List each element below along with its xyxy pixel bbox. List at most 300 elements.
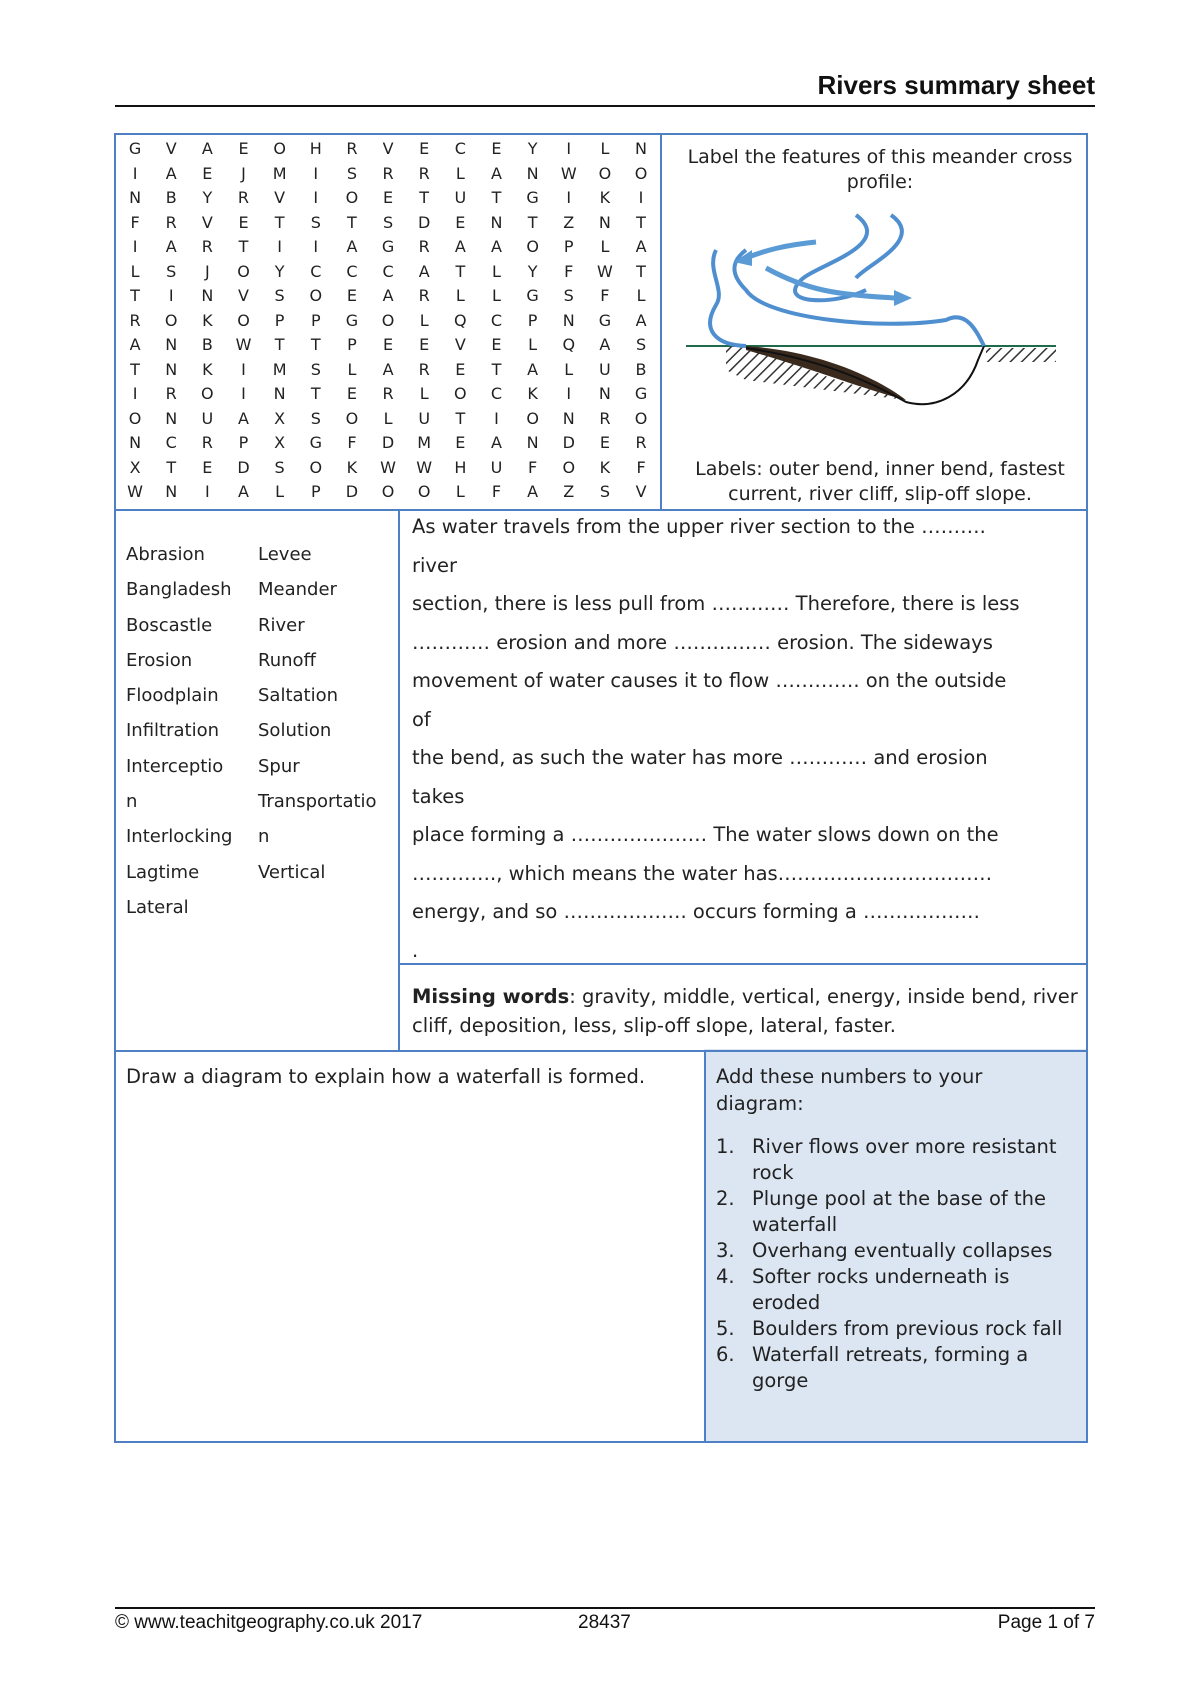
word-search-letter: E bbox=[455, 212, 466, 232]
word-search-letter: N bbox=[490, 212, 503, 232]
word-search-letter: O bbox=[237, 310, 250, 330]
cloze-line: As water travels from the upper river section to the ………. bbox=[412, 515, 986, 538]
word-search-letter: Q bbox=[562, 335, 576, 354]
word-search-letter: B bbox=[201, 335, 213, 354]
word-search-letter: O bbox=[237, 261, 250, 281]
word-search-letter: X bbox=[274, 433, 286, 452]
word-search-letter: C bbox=[165, 433, 177, 452]
word-search-letter: P bbox=[274, 310, 285, 330]
word-search-letter: X bbox=[129, 457, 141, 477]
word-search-letter: O bbox=[598, 163, 612, 183]
word-search-letter: P bbox=[563, 237, 574, 256]
word-search-letter: L bbox=[492, 261, 501, 281]
footer-divider bbox=[115, 1607, 1095, 1609]
word-search-letter: I bbox=[132, 384, 138, 403]
word-search-letter: D bbox=[345, 482, 359, 501]
word-search-letter: T bbox=[166, 457, 177, 477]
step-text: Waterfall retreats, forming a gorge bbox=[752, 1343, 1029, 1392]
word-search-letter: N bbox=[129, 188, 142, 207]
word-search-letter: I bbox=[313, 163, 319, 183]
word-search-letter: S bbox=[346, 163, 357, 183]
word-search-letter: O bbox=[526, 237, 539, 256]
word-search-letter: A bbox=[382, 286, 394, 305]
word-search-letter: A bbox=[491, 237, 502, 256]
word-search-letter: O bbox=[381, 482, 395, 501]
word-search-letter: O bbox=[128, 408, 142, 428]
word-search-letter: L bbox=[636, 286, 646, 305]
word-search-letter: N bbox=[635, 139, 648, 158]
word-search-letter: U bbox=[418, 408, 431, 428]
word-search-letter: T bbox=[455, 408, 466, 428]
word-list-item: Levee bbox=[258, 544, 312, 565]
word-search-letter: I bbox=[132, 237, 138, 256]
word-search-letter: O bbox=[309, 286, 323, 305]
inner-bend-arrow bbox=[746, 242, 816, 258]
missing-words-label: Missing words bbox=[412, 985, 570, 1008]
word-search-letter: G bbox=[309, 433, 322, 452]
word-search-letter: W bbox=[235, 335, 252, 354]
word-search-letter: H bbox=[309, 139, 322, 158]
word-search-letter: L bbox=[275, 482, 285, 501]
word-search-letter: U bbox=[599, 359, 611, 379]
word-search-letter: T bbox=[419, 188, 430, 207]
word-search-letter: S bbox=[274, 457, 285, 477]
word-search-letter: E bbox=[238, 139, 249, 158]
word-search-row bbox=[117, 309, 659, 334]
cloze-line: ………… erosion and more …………… erosion. The sideways bbox=[412, 630, 993, 654]
cloze-paragraph bbox=[412, 512, 1087, 974]
word-search-letter: I bbox=[494, 408, 499, 428]
word-list-item: n bbox=[126, 791, 138, 813]
word-search-letter: F bbox=[130, 212, 140, 232]
word-search-row bbox=[117, 284, 659, 309]
word-search-letter: W bbox=[127, 482, 143, 501]
word-search-letter: I bbox=[566, 188, 572, 207]
word-search-letter: L bbox=[492, 286, 501, 305]
word-search-letter: A bbox=[201, 139, 213, 158]
fastest-current-arrowhead bbox=[894, 290, 912, 306]
word-search-letter: E bbox=[599, 433, 610, 452]
word-search-letter: F bbox=[636, 457, 646, 477]
word-search-letter: R bbox=[382, 384, 394, 403]
waterfall-draw-box bbox=[114, 1050, 706, 1443]
word-search-letter: W bbox=[416, 457, 433, 477]
word-search-letter: E bbox=[383, 188, 394, 207]
word-search-letter: L bbox=[600, 139, 610, 158]
word-search-letter: C bbox=[382, 261, 394, 281]
word-search-letter: M bbox=[272, 359, 287, 379]
word-search-letter: N bbox=[165, 408, 178, 428]
word-search-letter: V bbox=[238, 286, 249, 305]
river-meander-lower-2 bbox=[734, 250, 984, 346]
word-search-letter: J bbox=[241, 163, 246, 183]
word-search-letter: T bbox=[310, 335, 321, 354]
cloze-line: movement of water causes it to flow …………. on the outside bbox=[412, 669, 1007, 692]
word-search-row bbox=[117, 480, 659, 505]
word-list-item: Solution bbox=[258, 720, 332, 742]
word-search-letter: R bbox=[237, 188, 250, 207]
word-search-letter: S bbox=[310, 212, 321, 232]
waterfall-step bbox=[716, 1134, 1076, 1186]
word-search-letter: F bbox=[491, 482, 502, 501]
waterfall-steps-list bbox=[716, 1134, 1076, 1394]
word-search-letter: P bbox=[310, 310, 321, 330]
word-search-letter: W bbox=[560, 163, 577, 183]
word-search-letter: T bbox=[636, 212, 646, 232]
river-meander-lower bbox=[710, 250, 746, 346]
word-search-letter: C bbox=[490, 384, 503, 403]
word-search-letter: C bbox=[346, 261, 358, 281]
word-search-letter: D bbox=[418, 212, 431, 232]
word-search-letter: A bbox=[346, 237, 358, 256]
word-search-letter: E bbox=[455, 359, 466, 379]
right-bank-hatching bbox=[986, 348, 1056, 362]
word-search-letter: V bbox=[201, 212, 213, 232]
cloze-line: the bend, as such the water has more ………… and erosion bbox=[412, 746, 988, 769]
word-search-letter: P bbox=[238, 433, 249, 452]
word-search-letter: L bbox=[455, 286, 465, 305]
word-search-letter: F bbox=[600, 286, 610, 305]
word-search-letter: K bbox=[202, 310, 213, 330]
word-search-letter: A bbox=[599, 335, 611, 354]
cloze-line: . bbox=[412, 938, 419, 962]
word-search-letter: V bbox=[274, 188, 286, 207]
cloze-line: river bbox=[412, 553, 457, 577]
word-search-letter: O bbox=[526, 408, 539, 428]
word-list-item: Spur bbox=[258, 755, 300, 777]
word-search-letter: S bbox=[382, 212, 394, 232]
word-search-letter: E bbox=[346, 286, 357, 305]
word-search-letter: B bbox=[635, 359, 647, 379]
word-list-column-1 bbox=[126, 537, 258, 925]
word-search-letter: I bbox=[313, 237, 319, 256]
word-search-letter: A bbox=[527, 359, 539, 379]
word-search-letter: T bbox=[274, 212, 285, 232]
word-search-letter: L bbox=[528, 335, 538, 354]
word-search-letter: H bbox=[454, 457, 467, 477]
word-search-letter: F bbox=[528, 457, 538, 477]
word-search-row bbox=[117, 407, 659, 432]
word-search-letter: E bbox=[202, 163, 213, 183]
word-search-row bbox=[117, 137, 659, 162]
waterfall-prompt: Draw a diagram to explain how a waterfall is formed. bbox=[126, 1065, 646, 1088]
word-search-letter: N bbox=[165, 335, 178, 354]
word-search-letter: R bbox=[165, 212, 177, 232]
word-search-letter: O bbox=[345, 188, 359, 207]
word-search-letter: O bbox=[164, 310, 178, 330]
word-search-letter: R bbox=[382, 163, 394, 183]
header-divider bbox=[115, 105, 1095, 107]
word-search-letter: G bbox=[381, 237, 395, 256]
word-search-letter: U bbox=[201, 408, 214, 428]
word-search-letter: N bbox=[129, 433, 142, 452]
word-search-letter: A bbox=[165, 237, 177, 256]
waterfall-step bbox=[716, 1316, 1076, 1342]
word-search-letter: I bbox=[313, 188, 319, 207]
word-search-row bbox=[117, 211, 659, 236]
word-search-letter: R bbox=[635, 433, 647, 452]
word-search-letter: O bbox=[273, 139, 286, 158]
word-search-letter: E bbox=[491, 335, 502, 354]
step-number: 4. bbox=[716, 1265, 735, 1288]
word-search-letter: R bbox=[346, 139, 358, 158]
word-search-letter: K bbox=[599, 188, 611, 207]
word-search-letter: A bbox=[129, 335, 141, 354]
word-search-letter: T bbox=[636, 261, 646, 281]
word-search-letter: Y bbox=[274, 261, 285, 281]
word-search-letter: G bbox=[345, 310, 359, 330]
word-search-letter: G bbox=[526, 286, 539, 305]
word-search-letter: Z bbox=[563, 212, 575, 232]
word-search-letter: S bbox=[274, 286, 285, 305]
word-search-letter: R bbox=[201, 237, 213, 256]
fastest-current-arrow bbox=[766, 268, 896, 298]
word-search-letter: O bbox=[201, 384, 214, 403]
word-search-letter: P bbox=[347, 335, 357, 354]
word-search-letter: B bbox=[165, 188, 177, 207]
step-text: Boulders from previous rock fall bbox=[752, 1317, 1063, 1340]
word-search-letter: T bbox=[238, 237, 249, 256]
word-search-letter: N bbox=[526, 433, 539, 452]
word-search-letter: E bbox=[346, 384, 357, 403]
word-list-item: Saltation bbox=[258, 685, 339, 707]
word-search-letter: W bbox=[596, 261, 613, 281]
word-search-letter: I bbox=[204, 482, 210, 501]
word-list-item: Runoff bbox=[258, 649, 316, 671]
word-search-letter: U bbox=[454, 188, 467, 207]
cloze-line: section, there is less pull from ………… Therefore, there is less bbox=[412, 592, 1020, 615]
word-search-letter: N bbox=[562, 408, 575, 428]
word-list-item: Bangladesh bbox=[126, 579, 232, 601]
word-search-row bbox=[117, 382, 659, 407]
word-search-letter: A bbox=[491, 433, 502, 452]
word-search-letter: N bbox=[526, 163, 539, 183]
step-number: 3. bbox=[716, 1239, 735, 1262]
word-list bbox=[126, 537, 390, 925]
word-search-letter: A bbox=[165, 163, 177, 183]
word-search-letter: A bbox=[491, 163, 502, 183]
word-search-letter: A bbox=[635, 310, 647, 330]
word-search-row bbox=[117, 333, 659, 358]
word-search-letter: M bbox=[272, 163, 287, 183]
step-number: 1. bbox=[716, 1135, 735, 1158]
word-search-row bbox=[117, 358, 659, 383]
word-list-item: Lateral bbox=[126, 896, 189, 918]
word-search-letter: I bbox=[241, 384, 246, 403]
word-search-letter: K bbox=[527, 384, 538, 403]
missing-words bbox=[412, 982, 1082, 1040]
word-search-letter: S bbox=[166, 261, 177, 281]
word-search-letter: L bbox=[419, 384, 429, 403]
word-search-letter: T bbox=[130, 286, 140, 305]
step-text: Plunge pool at the base of the waterfall bbox=[752, 1187, 1046, 1236]
word-search-letter: R bbox=[418, 163, 430, 183]
word-search-row bbox=[117, 235, 659, 260]
word-search-row bbox=[117, 162, 659, 187]
word-search-letter: N bbox=[273, 384, 286, 403]
word-search-row bbox=[117, 186, 659, 211]
word-search-letter: S bbox=[599, 482, 610, 501]
step-text: Softer rocks underneath is eroded bbox=[752, 1265, 1010, 1314]
word-search-letter: G bbox=[128, 139, 142, 158]
word-search-letter: T bbox=[491, 188, 502, 207]
word-search-letter: Z bbox=[563, 482, 575, 501]
meander-cross-profile-diagram bbox=[686, 210, 1066, 410]
word-search-letter: K bbox=[599, 457, 611, 477]
word-search-letter: I bbox=[566, 139, 572, 158]
word-search-letter: A bbox=[635, 237, 647, 256]
word-search-letter: C bbox=[454, 139, 466, 158]
word-search-letter: R bbox=[418, 237, 430, 256]
word-search-letter: R bbox=[165, 384, 177, 403]
word-search-letter: R bbox=[418, 286, 430, 305]
word-search-letter: N bbox=[598, 212, 611, 232]
cloze-line: of bbox=[412, 707, 431, 731]
word-search-letter: Y bbox=[527, 261, 538, 281]
step-number: 5. bbox=[716, 1317, 735, 1340]
word-search-letter: A bbox=[238, 482, 249, 501]
word-search-letter: E bbox=[419, 139, 430, 158]
word-search-letter: T bbox=[527, 212, 538, 232]
word-search-letter: P bbox=[310, 482, 321, 501]
cloze-line: energy, and so ………………. occurs forming a ……………… bbox=[412, 900, 980, 923]
step-text: Overhang eventually collapses bbox=[752, 1239, 1053, 1262]
missing-words-text: : gravity, middle, vertical, energy, inside bend, river cliff, deposition, less, slip-off slope, lateral, faster. bbox=[412, 985, 1078, 1037]
word-search-letter: E bbox=[238, 212, 249, 232]
word-search-letter: O bbox=[634, 408, 648, 428]
word-search-letter: L bbox=[455, 163, 465, 183]
word-search-letter: O bbox=[381, 310, 395, 330]
word-search-letter: V bbox=[165, 139, 177, 158]
word-search-letter: Y bbox=[527, 139, 538, 158]
word-search-letter: V bbox=[382, 139, 394, 158]
word-search-letter: Q bbox=[454, 310, 467, 330]
word-list-item: Vertical bbox=[258, 861, 326, 883]
word-list-item: n bbox=[258, 826, 270, 848]
waterfall-step bbox=[716, 1238, 1076, 1264]
word-list-item: Interceptio bbox=[126, 755, 224, 777]
word-search-letter: S bbox=[635, 335, 647, 354]
word-list-item: Floodplain bbox=[126, 685, 219, 707]
word-search-letter: I bbox=[132, 163, 138, 183]
word-search-letter: D bbox=[381, 433, 395, 452]
word-search-letter: A bbox=[527, 482, 539, 501]
word-search-letter: E bbox=[383, 335, 394, 354]
word-search-letter: T bbox=[274, 335, 285, 354]
word-search-letter: G bbox=[526, 188, 539, 207]
word-search-letter: T bbox=[310, 384, 321, 403]
word-search-letter: V bbox=[454, 335, 466, 354]
word-list-item: River bbox=[258, 614, 305, 636]
word-search-letter: X bbox=[274, 408, 286, 428]
waterfall-step bbox=[716, 1264, 1076, 1316]
word-search-letter: W bbox=[380, 457, 396, 477]
word-search-letter: O bbox=[634, 163, 648, 183]
word-list-item: Meander bbox=[258, 579, 337, 601]
word-search-letter: E bbox=[419, 335, 430, 354]
word-search-letter: A bbox=[454, 237, 466, 256]
word-search-letter: V bbox=[635, 482, 647, 501]
word-search-letter: L bbox=[564, 359, 574, 379]
cloze-line: place forming a ………………… The water slows down on the bbox=[412, 823, 999, 846]
word-list-column-2 bbox=[258, 537, 390, 925]
meander-instruction: Label the features of this meander cross profile: bbox=[687, 146, 1073, 193]
footer-code: 28437 bbox=[578, 1612, 631, 1633]
word-search-letter: I bbox=[566, 384, 572, 403]
page-title: Rivers summary sheet bbox=[817, 70, 1095, 100]
word-search-letter: P bbox=[527, 310, 538, 330]
word-search-letter: I bbox=[168, 286, 174, 305]
word-search-letter: N bbox=[562, 310, 575, 330]
word-search-row bbox=[117, 456, 659, 481]
word-search-letter: Y bbox=[202, 188, 213, 207]
step-text: River flows over more resistant rock bbox=[752, 1135, 1057, 1184]
word-search-letter: O bbox=[562, 457, 576, 477]
word-search-letter: A bbox=[238, 408, 249, 428]
word-search-letter: T bbox=[491, 359, 502, 379]
word-search-letter: T bbox=[347, 212, 357, 232]
word-search-letter: S bbox=[310, 359, 321, 379]
word-search-letter: S bbox=[310, 408, 321, 428]
word-search-letter: C bbox=[310, 261, 322, 281]
word-search-row bbox=[117, 431, 659, 456]
word-search-letter: U bbox=[490, 457, 503, 477]
word-search-letter: O bbox=[417, 482, 431, 501]
word-search-letter: I bbox=[277, 237, 282, 256]
waterfall-step bbox=[716, 1186, 1076, 1238]
word-search-letter: O bbox=[345, 408, 359, 428]
word-search-letter: R bbox=[129, 310, 141, 330]
word-search-letter: N bbox=[598, 384, 611, 403]
word-list-item: Infiltration bbox=[126, 720, 220, 742]
word-search-letter: D bbox=[237, 457, 250, 477]
word-search-letter: N bbox=[165, 482, 178, 501]
word-search-letter: N bbox=[201, 286, 214, 305]
word-search-letter: A bbox=[382, 359, 394, 379]
word-search-letter: J bbox=[204, 261, 210, 281]
word-search-letter: I bbox=[241, 359, 246, 379]
word-search-letter: D bbox=[562, 433, 575, 452]
cloze-line: …………., which means the water has…………………………… bbox=[412, 861, 993, 885]
word-search-letter: F bbox=[347, 433, 357, 452]
word-search-letter: T bbox=[455, 261, 466, 281]
step-number: 6. bbox=[716, 1343, 735, 1366]
word-search-letter: R bbox=[599, 408, 611, 428]
word-search-letter: O bbox=[454, 384, 467, 403]
word-list-item: Erosion bbox=[126, 649, 193, 671]
word-list-item: Lagtime bbox=[126, 861, 200, 883]
word-search-letter: L bbox=[455, 482, 465, 501]
word-search-letter: E bbox=[455, 433, 466, 452]
word-list-item: Transportatio bbox=[258, 791, 377, 813]
word-search-letter: F bbox=[564, 261, 574, 281]
word-search-letter: G bbox=[634, 384, 648, 403]
word-list-item: Interlocking bbox=[126, 826, 233, 848]
word-search-letter: C bbox=[490, 310, 503, 330]
word-search-letter: E bbox=[202, 457, 213, 477]
meander-labels: Labels: outer bend, inner bend, fastest current, river cliff, slip-off slope. bbox=[695, 458, 1065, 505]
word-search-letter: R bbox=[418, 359, 430, 379]
step-number: 2. bbox=[716, 1187, 735, 1210]
footer-page-number: Page 1 of 7 bbox=[997, 1612, 1095, 1633]
numbers-instruction: Add these numbers to your diagram: bbox=[716, 1065, 983, 1115]
word-search-letter: S bbox=[563, 286, 574, 305]
word-list-item: Abrasion bbox=[126, 544, 205, 565]
word-search-grid bbox=[117, 137, 659, 505]
word-search-letter: I bbox=[638, 188, 644, 207]
cloze-line: takes bbox=[412, 784, 465, 808]
waterfall-step bbox=[716, 1342, 1076, 1394]
